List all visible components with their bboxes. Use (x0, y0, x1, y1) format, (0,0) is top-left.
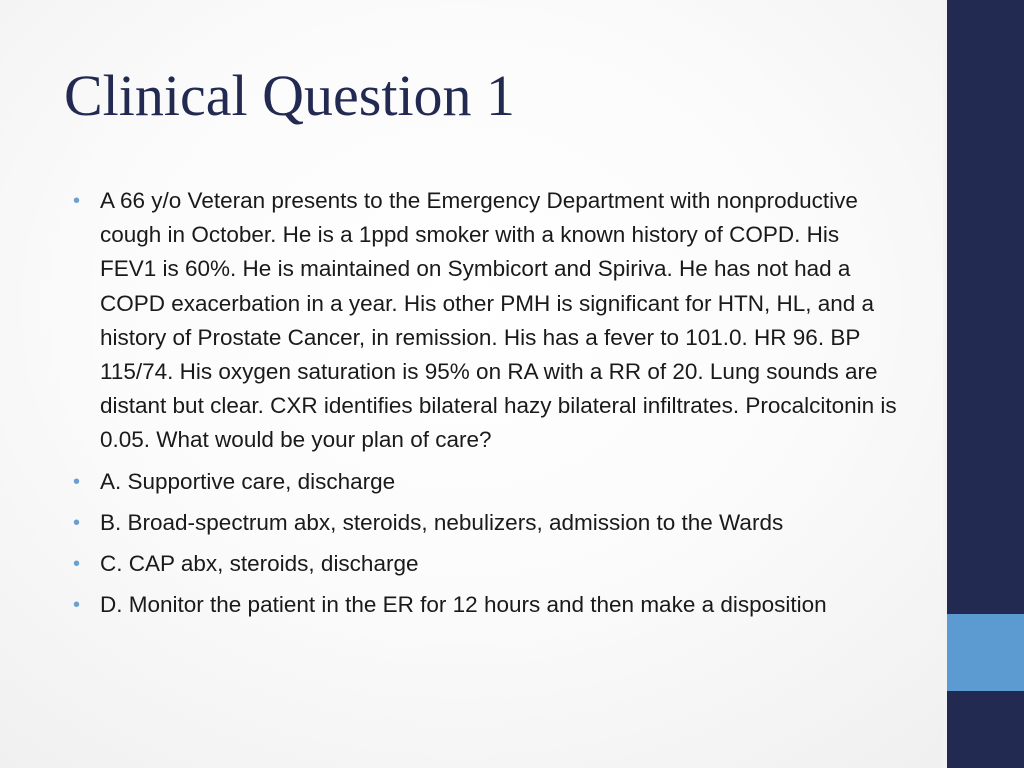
side-bar-accent-block (947, 614, 1024, 691)
bullet-item-option-d (70, 588, 900, 622)
bullet-text-option-c: C. CAP abx, steroids, discharge (100, 551, 419, 577)
bullet-dot-icon: • (73, 594, 81, 617)
bullet-dot-icon: • (73, 553, 81, 576)
bullet-item-option-a (70, 465, 900, 499)
bullet-dot-icon: • (73, 511, 81, 534)
bullet-item-option-b (70, 506, 900, 540)
bullet-text-option-b: B. Broad-spectrum abx, steroids, nebulizers, admission to the Wards (100, 509, 784, 535)
bullet-text-case: A 66 y/o Veteran presents to the Emergency Department with nonproductive cough in October. He is a 1ppd smoker with a known history of COPD. His FEV1 is 60%. He is maintained on Symbicort and Spiriva. He has not had a COPD exacerbation in a year. His other PMH is significant for HTN, HL, and a history of Prostate Cancer, in remission. His has a fever to 101.0. HR 96. BP 115/74. His oxygen saturation is 95% on RA with a RR of 20. Lung sounds are distant but clear. CXR identifies bilateral hazy bilateral infiltrates. Procalcitonin is 0.05. What would be your plan of care? (100, 188, 897, 453)
bullet-text-option-a: A. Supportive care, discharge (100, 468, 396, 494)
bullet-list (70, 184, 900, 629)
bullet-text-option-d: D. Monitor the patient in the ER for 12 hours and then make a disposition (100, 592, 827, 618)
bullet-dot-icon: • (73, 190, 81, 212)
bullet-dot-icon: • (73, 470, 81, 493)
bullet-item-case (70, 184, 900, 458)
bullet-item-option-c (70, 547, 900, 581)
slide-title: Clinical Question 1 (64, 63, 516, 128)
